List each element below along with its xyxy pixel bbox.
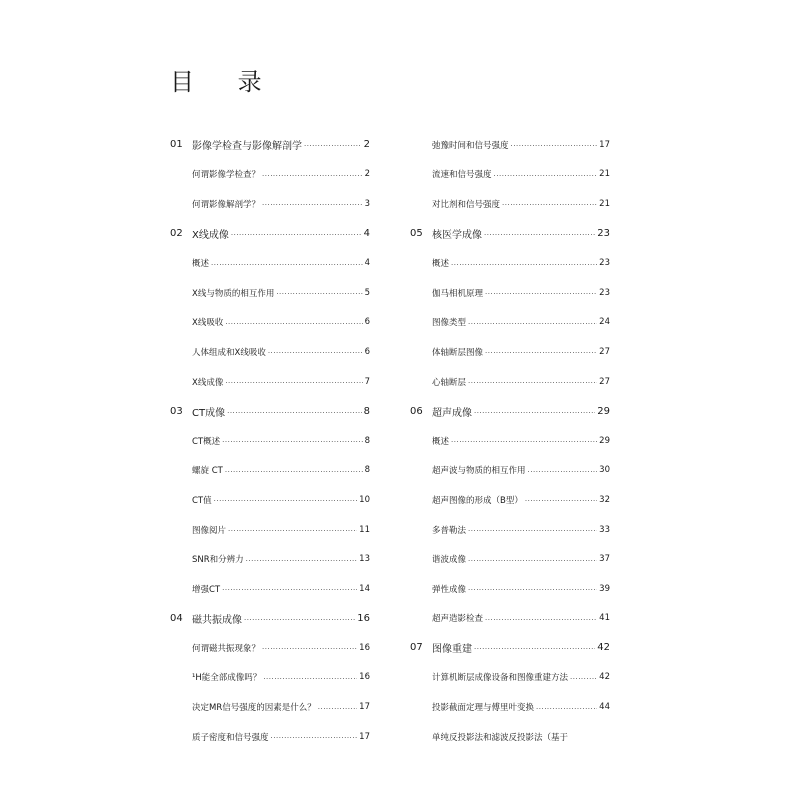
toc-page-number: 24 — [599, 317, 610, 328]
toc-chapter-entry[interactable] — [410, 633, 610, 663]
toc-entry[interactable] — [410, 337, 610, 367]
dot-leader — [262, 171, 363, 178]
dot-leader — [263, 674, 357, 681]
dot-leader — [502, 200, 597, 207]
toc-column-left — [170, 130, 370, 751]
toc-page-number: 16 — [357, 612, 370, 624]
dot-leader — [214, 496, 358, 503]
toc-page-number: 30 — [599, 465, 610, 476]
toc-entry-label: 何谓影像学检查？ — [192, 170, 261, 181]
toc-entry[interactable] — [410, 278, 610, 308]
dot-leader — [468, 378, 597, 385]
toc-entry[interactable] — [410, 426, 610, 456]
toc-entry[interactable] — [170, 456, 370, 486]
toc-page-number: 44 — [599, 702, 610, 713]
toc-entry-label: 概述 — [432, 259, 450, 270]
toc-entry[interactable] — [410, 189, 610, 219]
toc-entry[interactable] — [170, 337, 370, 367]
toc-page-number: 27 — [599, 346, 610, 357]
dot-leader — [268, 348, 363, 355]
dot-leader — [468, 556, 597, 563]
toc-column-right — [410, 130, 610, 751]
toc-entry[interactable] — [170, 544, 370, 574]
toc-entry-label: 磁共振成像 — [192, 614, 242, 626]
toc-page-number: 17 — [359, 731, 370, 742]
toc-entry[interactable] — [410, 663, 610, 693]
toc-entry[interactable] — [410, 130, 610, 160]
dot-leader — [474, 408, 595, 415]
toc-entry-label: 影像学检查与影像解剖学 — [192, 141, 302, 153]
toc-page-number: 2 — [364, 169, 370, 180]
toc-entry[interactable] — [170, 663, 370, 693]
toc-chapter-entry[interactable] — [170, 396, 370, 426]
dot-leader — [304, 141, 362, 148]
toc-entry-label: 概述 — [192, 259, 210, 270]
toc-entry[interactable] — [410, 248, 610, 278]
toc-entry-label: 图像阅片 — [192, 525, 227, 536]
dot-leader — [228, 526, 357, 533]
toc-entry-label: 多普勒法 — [432, 525, 467, 536]
dot-leader — [485, 289, 597, 296]
toc-entry-label: CT值 — [192, 495, 212, 506]
toc-entry[interactable] — [170, 485, 370, 515]
dot-leader — [570, 674, 597, 681]
toc-entry[interactable] — [410, 692, 610, 722]
dot-leader — [276, 289, 362, 296]
toc-chapter-entry[interactable] — [170, 219, 370, 249]
toc-entry[interactable] — [170, 367, 370, 397]
toc-entry-label: 超声造影检查 — [432, 614, 484, 625]
toc-entry[interactable] — [410, 544, 610, 574]
toc-entry-label: X线成像 — [192, 377, 224, 388]
toc-entry[interactable] — [170, 189, 370, 219]
toc-entry[interactable] — [170, 633, 370, 663]
toc-page-number: 8 — [364, 435, 370, 446]
dot-leader — [318, 704, 357, 711]
dot-leader — [244, 615, 355, 622]
toc-entry[interactable] — [410, 456, 610, 486]
toc-page-number: 6 — [364, 346, 370, 357]
toc-page-number: 21 — [599, 169, 610, 180]
dot-leader — [227, 408, 362, 415]
toc-page-number: 2 — [363, 139, 370, 151]
toc-page-number: 16 — [359, 672, 370, 683]
toc-entry-label: ¹H能全部成像吗？ — [192, 673, 262, 684]
toc-page-number: 33 — [599, 524, 610, 535]
toc-page-number: 7 — [364, 376, 370, 387]
toc-entry[interactable] — [170, 248, 370, 278]
toc-page-number: 16 — [359, 642, 370, 653]
toc-entry-label: 超声波与物质的相互作用 — [432, 466, 526, 477]
toc-page-number: 14 — [359, 583, 370, 594]
toc-page-number: 5 — [364, 287, 370, 298]
toc-entry[interactable] — [170, 574, 370, 604]
toc-entry[interactable] — [170, 278, 370, 308]
toc-page-number: 37 — [599, 554, 610, 565]
chapter-number: 01 — [170, 139, 183, 151]
toc-page-number: 42 — [597, 642, 610, 654]
toc-entry-label: 图像类型 — [432, 318, 467, 329]
toc-entry[interactable] — [170, 160, 370, 190]
toc-page-number: 11 — [359, 524, 370, 535]
toc-entry-label: 体轴断层图像 — [432, 347, 484, 358]
toc-page-number: 8 — [363, 405, 370, 417]
dot-leader — [225, 378, 362, 385]
toc-entry-label: 心轴断层 — [432, 377, 467, 388]
toc-entry[interactable] — [170, 426, 370, 456]
dot-leader — [528, 467, 598, 474]
dot-leader — [262, 200, 363, 207]
toc-entry-label: 增强CT — [192, 584, 221, 595]
chapter-number: 04 — [170, 612, 183, 624]
toc-page-number: 6 — [364, 317, 370, 328]
toc-page-number: 23 — [597, 228, 610, 240]
dot-leader — [494, 171, 598, 178]
toc-chapter-entry[interactable] — [170, 604, 370, 634]
toc-entry[interactable] — [410, 722, 610, 752]
dot-leader — [225, 467, 363, 474]
toc-entry-label: 概述 — [432, 436, 450, 447]
toc-chapter-entry[interactable] — [410, 219, 610, 249]
toc-entry-label: SNR和分辨力 — [192, 555, 244, 566]
dot-leader — [485, 615, 597, 622]
dot-leader — [225, 319, 362, 326]
toc-entry-label: CT概述 — [192, 436, 221, 447]
dot-leader — [451, 437, 597, 444]
dot-leader — [211, 260, 363, 267]
toc-entry-label: 伽马相机原理 — [432, 288, 484, 299]
toc-entry-label: 超声成像 — [432, 407, 472, 419]
dot-leader — [485, 348, 597, 355]
toc-page-number: 32 — [599, 494, 610, 505]
dot-leader — [468, 526, 597, 533]
toc-entry-label: 何谓磁共振现象？ — [192, 643, 261, 654]
toc-entry[interactable] — [410, 485, 610, 515]
dot-leader — [222, 585, 357, 592]
toc-page-number: 17 — [359, 702, 370, 713]
toc-entry-label: 人体组成和X线吸收 — [192, 347, 266, 358]
toc-page-number: 4 — [363, 228, 370, 240]
dot-leader — [451, 260, 597, 267]
chapter-number: 06 — [410, 405, 423, 417]
dot-leader — [222, 437, 362, 444]
toc-page-number: 23 — [599, 258, 610, 269]
dot-leader — [511, 141, 598, 148]
toc-entry[interactable] — [410, 604, 610, 634]
toc-entry[interactable] — [410, 367, 610, 397]
toc-page-number: 29 — [599, 435, 610, 446]
toc-page-number: 3 — [364, 198, 370, 209]
toc-entry-label: 计算机断层成像设备和图像重建方法 — [432, 673, 569, 684]
toc-entry-label: 流速和信号强度 — [432, 170, 492, 181]
toc-page-number: 23 — [599, 287, 610, 298]
chapter-number: 05 — [410, 228, 423, 240]
toc-page-number: 13 — [359, 554, 370, 565]
toc-entry-label: 单纯反投影法和滤波反投影法（基于 — [432, 732, 569, 743]
dot-leader — [468, 319, 597, 326]
dot-leader — [484, 230, 595, 237]
dot-leader — [246, 556, 358, 563]
toc-entry-label: 投影截面定理与傅里叶变换 — [432, 703, 535, 714]
toc-page-number: 39 — [599, 583, 610, 594]
toc-page-number: 8 — [364, 465, 370, 476]
chapter-number: 03 — [170, 405, 183, 417]
toc-page-number: 42 — [599, 672, 610, 683]
toc-page-number: 29 — [597, 405, 610, 417]
toc-entry-label: X线吸收 — [192, 318, 224, 329]
toc-page-number: 27 — [599, 376, 610, 387]
toc-entry-label: 螺旋 CT — [192, 466, 223, 477]
page-title: 目 录 — [170, 68, 280, 96]
dot-leader — [231, 230, 362, 237]
toc-entry-label: 图像重建 — [432, 644, 472, 656]
toc-chapter-entry[interactable] — [410, 396, 610, 426]
chapter-number: 02 — [170, 228, 183, 240]
toc-entry-label: 核医学成像 — [432, 230, 482, 242]
chapter-number: 07 — [410, 642, 423, 654]
dot-leader — [536, 704, 597, 711]
toc-entry-label: 决定MR信号强度的因素是什么？ — [192, 703, 316, 714]
toc-entry[interactable] — [410, 574, 610, 604]
toc-entry[interactable] — [170, 722, 370, 752]
toc-entry[interactable] — [410, 160, 610, 190]
toc-entry-label: 对比剂和信号强度 — [432, 199, 501, 210]
toc-page-number: 10 — [359, 494, 370, 505]
toc-entry-label: CT成像 — [192, 407, 226, 419]
toc-entry[interactable] — [410, 308, 610, 338]
toc-entry-label: X线成像 — [192, 230, 229, 242]
toc-page-number: 4 — [364, 258, 370, 269]
toc-entry-label: 弛豫时间和信号强度 — [432, 140, 509, 151]
toc-page-number: 17 — [599, 139, 610, 150]
toc-entry[interactable] — [170, 692, 370, 722]
dot-leader — [262, 644, 357, 651]
toc-entry-label: 何谓影像解剖学？ — [192, 199, 261, 210]
toc-entry-label: 弹性成像 — [432, 584, 467, 595]
dot-leader — [468, 585, 597, 592]
toc-page-number: 21 — [599, 198, 610, 209]
toc-entry[interactable] — [410, 515, 610, 545]
dot-leader — [474, 644, 595, 651]
toc-entry[interactable] — [170, 515, 370, 545]
dot-leader — [525, 496, 597, 503]
dot-leader — [271, 733, 358, 740]
toc-entry-label: 质子密度和信号强度 — [192, 732, 269, 743]
toc-entry[interactable] — [170, 308, 370, 338]
toc-page-number: 41 — [599, 613, 610, 624]
toc-entry-label: 谐波成像 — [432, 555, 467, 566]
toc-chapter-entry[interactable] — [170, 130, 370, 160]
toc-entry-label: 超声图像的形成（B型） — [432, 495, 523, 506]
toc-entry-label: X线与物质的相互作用 — [192, 288, 275, 299]
